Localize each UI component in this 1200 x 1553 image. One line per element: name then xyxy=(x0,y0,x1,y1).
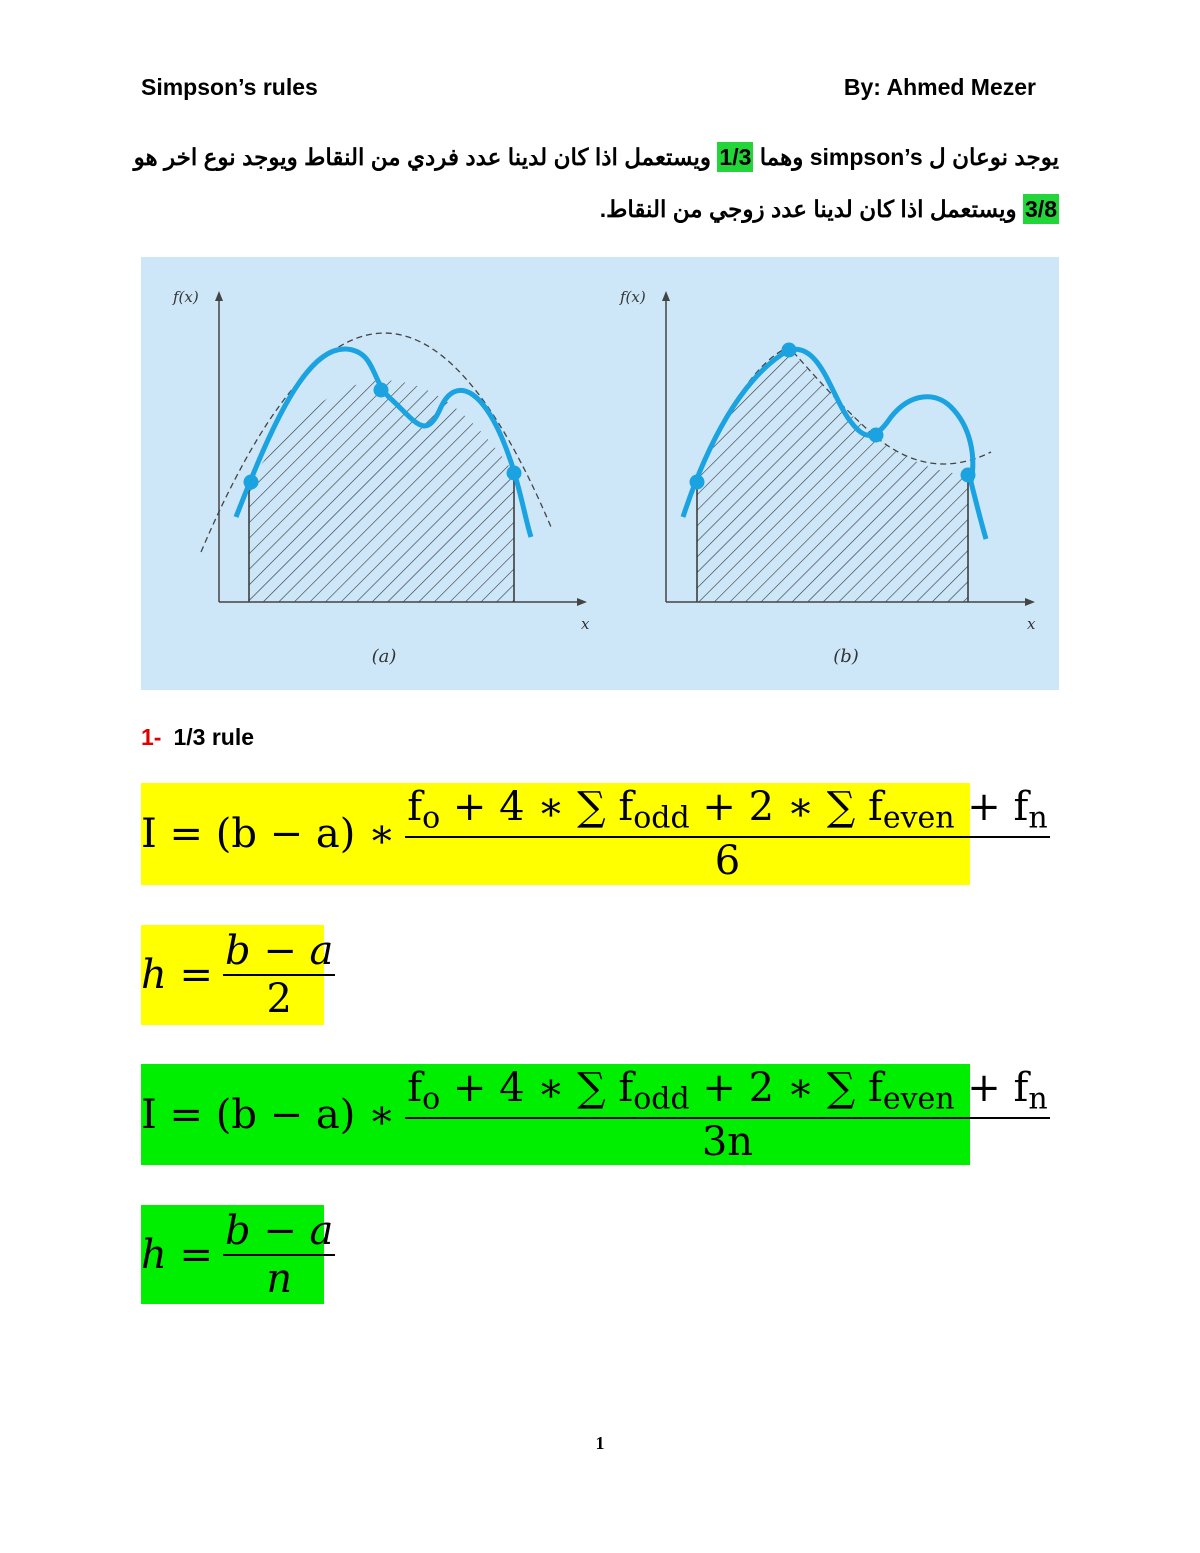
panel-a xyxy=(172,288,590,667)
intro-line-1 xyxy=(134,144,1059,171)
highlight-one-third: 1/3 xyxy=(719,144,752,170)
page-number: 1 xyxy=(595,1433,605,1453)
panel-a-caption: (a) xyxy=(371,646,397,667)
panel-a-point-3 xyxy=(507,466,522,481)
section-heading xyxy=(141,724,254,751)
eq2-denominator: 2 xyxy=(266,976,292,1022)
eq4-denominator: n xyxy=(266,1255,293,1302)
equation-one-third-integral xyxy=(141,783,1048,885)
panel-b-point-3 xyxy=(869,428,884,443)
eq1-denominator: 6 xyxy=(714,838,741,884)
eq3-lhs: I = (b − a) ∗ xyxy=(141,1091,396,1138)
eq4-fraction xyxy=(223,1207,335,1302)
panel-a-x-arrow xyxy=(577,598,587,606)
panel-b-hatched-area xyxy=(697,337,968,602)
intro-line-2 xyxy=(600,196,1059,223)
section-title: 1/3 rule xyxy=(173,724,254,750)
equation-three-eighths-integral xyxy=(141,1064,1048,1165)
equation-one-third-step xyxy=(141,925,334,1025)
panel-b xyxy=(619,288,1036,667)
eq2-fraction xyxy=(223,930,335,1020)
eq3-fraction xyxy=(405,1064,1049,1165)
eq1-numerator: $f_o + 4$ ∗ ∑ $f_{odd} + 2$ ∗ ∑ $f_{even} + f_n$ xyxy=(405,786,1049,838)
eq4-numerator: b − a xyxy=(225,1207,334,1254)
eq2-lhs: h = xyxy=(141,952,213,998)
intro-line-1-suffix: ويستعمل اذا كان لدينا عدد فردي من النقاط ويوجد نوع اخر هو xyxy=(133,144,718,170)
eq3-numerator: $f_o + 4$ ∗ ∑ $f_{odd} + 2$ ∗ ∑ $f_{even} + f_n$ xyxy=(405,1067,1049,1119)
highlight-three-eighths: 3/8 xyxy=(1025,196,1057,222)
panel-a-x-label: x xyxy=(581,615,590,633)
eq2-numerator: b − a xyxy=(225,928,334,974)
intro-line-2-suffix: ويستعمل اذا كان لدينا عدد زوجي من النقاط. xyxy=(599,196,1024,222)
section-number: 1- xyxy=(141,724,162,750)
author-credit: By: Ahmed Mezer xyxy=(843,74,1036,100)
panel-b-point-1 xyxy=(690,475,705,490)
panel-b-caption: (b) xyxy=(833,646,859,667)
panel-a-y-label: f(x) xyxy=(173,288,199,306)
panel-b-point-4 xyxy=(961,468,976,483)
simpson-figure xyxy=(141,257,1059,690)
panel-b-x-label: x xyxy=(1027,615,1036,633)
eq3-denominator: 3n xyxy=(701,1118,754,1165)
eq1-lhs: I = (b − a) ∗ xyxy=(141,811,396,857)
panel-b-x-arrow xyxy=(1025,598,1035,606)
panel-b-y-label: f(x) xyxy=(620,288,646,306)
intro-line-1-prefix: يوجد نوعان ل simpson’s وهما xyxy=(753,144,1059,170)
panel-a-y-arrow xyxy=(215,291,223,301)
simpson-diagram xyxy=(141,257,1059,690)
panel-b-y-arrow xyxy=(662,291,670,301)
panel-a-hatched-area xyxy=(249,377,514,602)
page-title: Simpson’s rules xyxy=(141,74,318,100)
equation-three-eighths-step xyxy=(141,1205,334,1304)
panel-b-point-2 xyxy=(782,343,797,358)
panel-a-point-1 xyxy=(244,475,259,490)
eq4-lhs: h = xyxy=(141,1231,213,1278)
eq1-fraction xyxy=(405,786,1049,882)
panel-a-point-2 xyxy=(374,383,389,398)
